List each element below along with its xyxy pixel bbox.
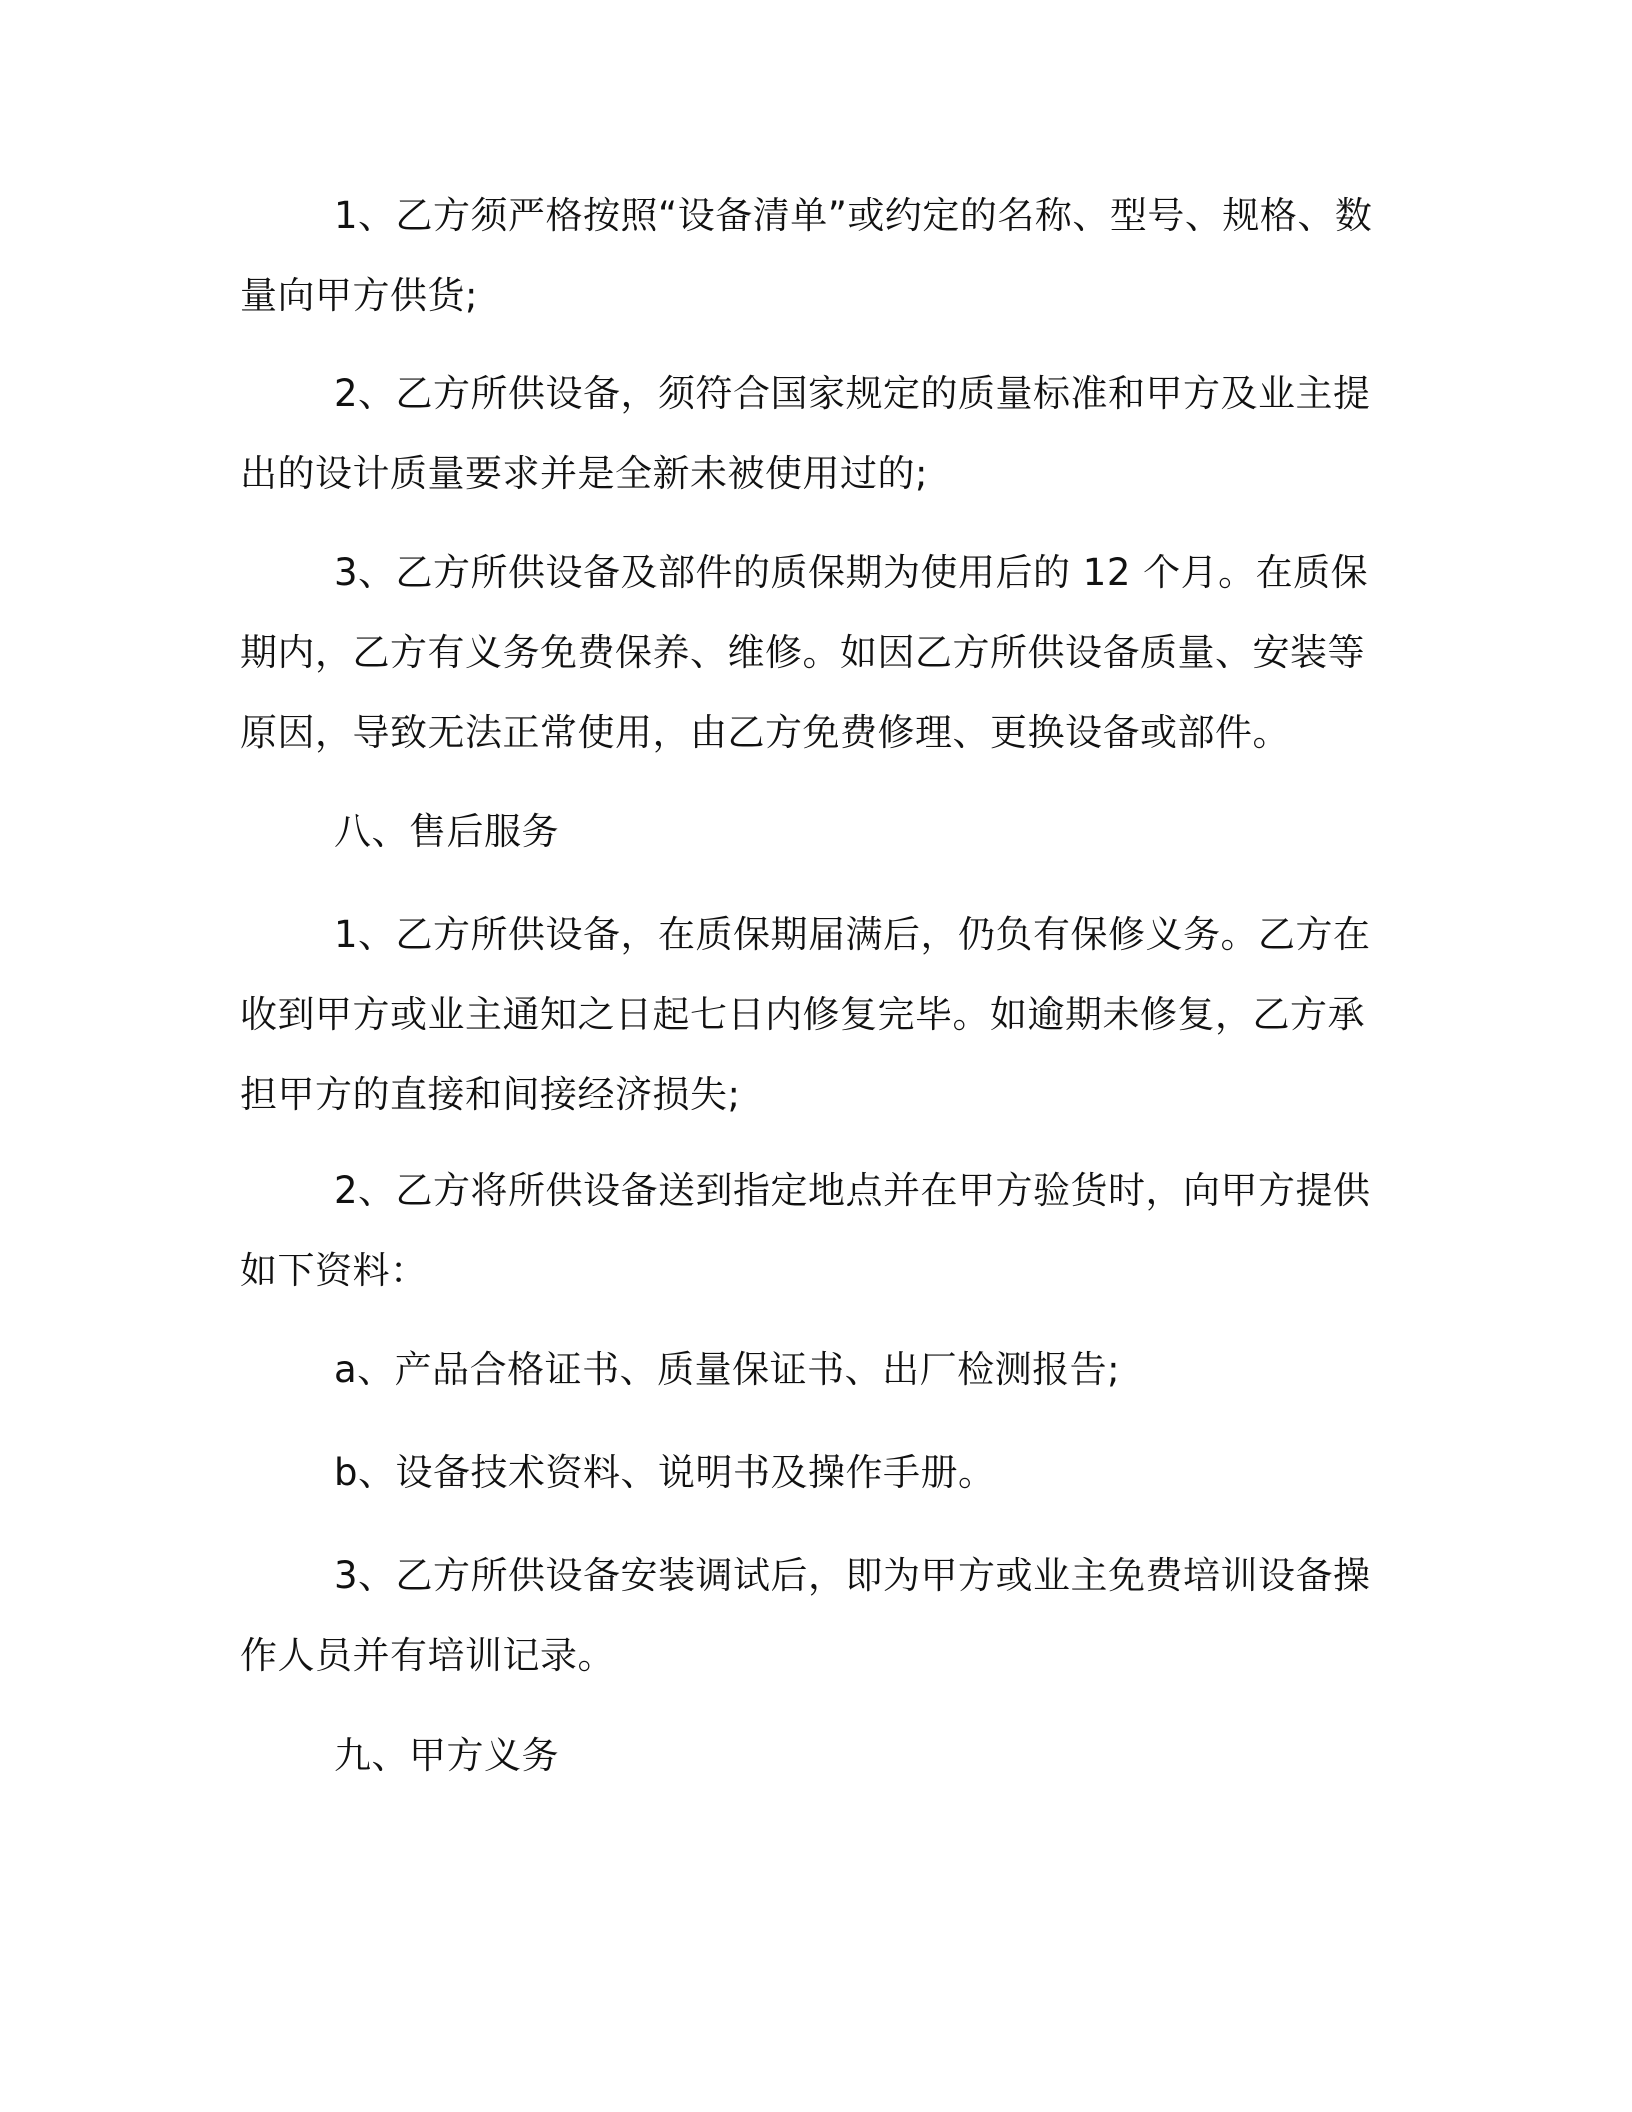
clause-8-2-b: b、设备技术资料、说明书及操作手册。 [334, 1451, 996, 1494]
clause-8-1: 1、乙方所供设备，在质保期届满后，仍负有保修义务。乙方在收到甲方或业主通知之日起七日内修复完毕。如逾期未修复，乙方承担甲方的直接和间接经济损失; [240, 913, 1371, 1116]
clause-8-3: 3、乙方所供设备安装调试后，即为甲方或业主免费培训设备操作人员并有培训记录。 [240, 1554, 1371, 1677]
clause-7-3: 3、乙方所供设备及部件的质保期为使用后的 12 个月。在质保期内，乙方有义务免费保养、维修。如因乙方所供设备质量、安装等原因，导致无法正常使用，由乙方免费修理、更换设备或部件。 [240, 551, 1369, 754]
clause-8-2: 2、乙方将所供设备送到指定地点并在甲方验货时，向甲方提供如下资料： [240, 1169, 1371, 1292]
clause-8-2-a: a、产品合格证书、质量保证书、出厂检测报告; [334, 1348, 1121, 1391]
section-heading-9: 九、甲方义务 [334, 1734, 559, 1777]
clause-7-1: 1、乙方须严格按照“设备清单”或约定的名称、型号、规格、数量向甲方供货; [240, 194, 1373, 317]
section-heading-8: 八、售后服务 [334, 810, 559, 853]
clause-7-2: 2、乙方所供设备，须符合国家规定的质量标准和甲方及业主提出的设计质量要求并是全新未被使用过的; [240, 372, 1371, 495]
